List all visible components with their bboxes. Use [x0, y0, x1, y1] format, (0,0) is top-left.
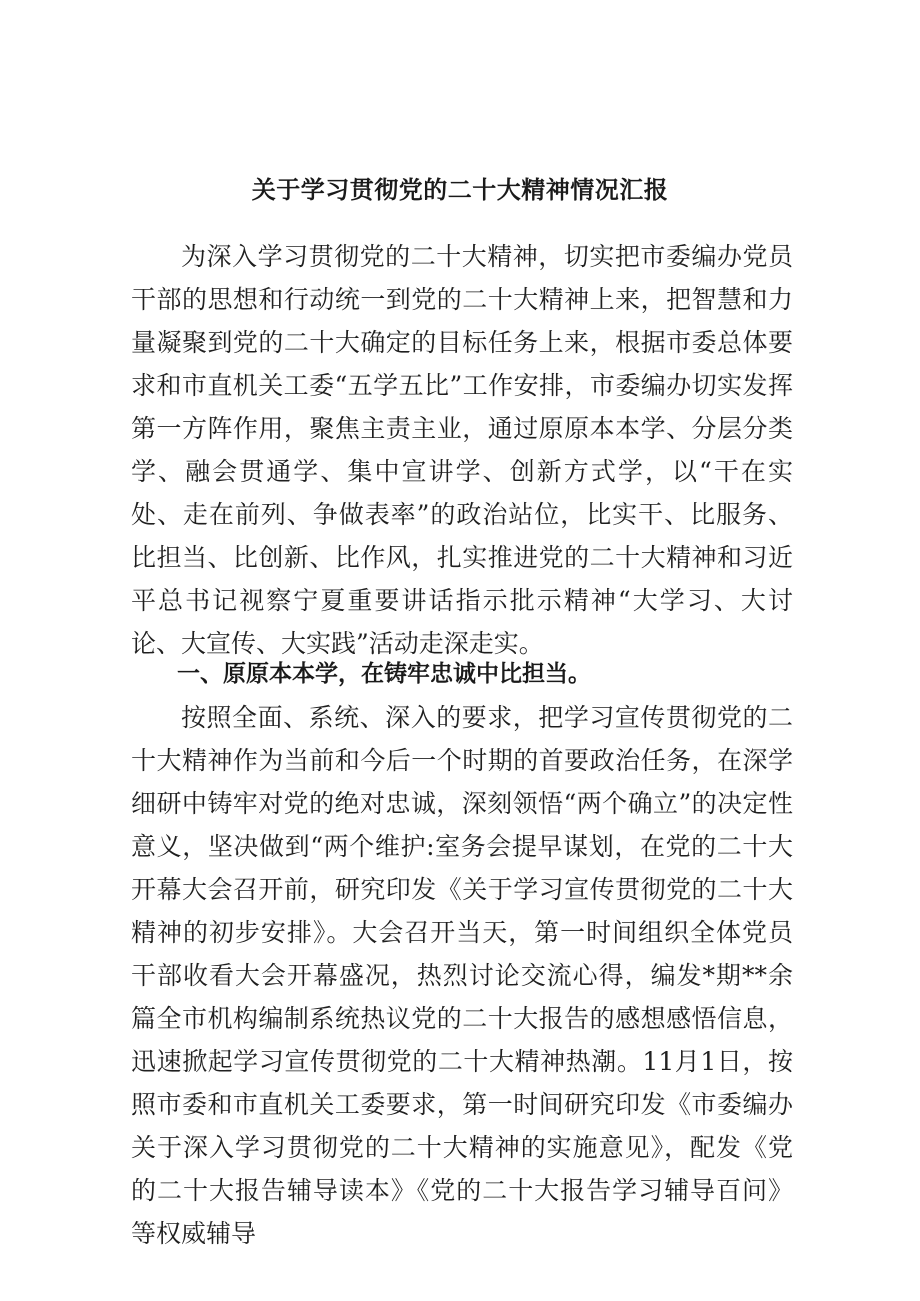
section-1-paragraph: 按照全面、系统、深入的要求，把学习宣传贯彻党的二十大精神作为当前和今后一个时期的首要政治任务，在深学细研中铸牢对党的绝对忠诚，深刻领悟“两个确立”的决定性意义，坚决做到“两个维护:室务会提早谋划，在党的二十大开幕大会召开前，研究印发《关于学习宣传贯彻党的二十大精神的初步安排》。大会召开当天，第一时间组织全体党员干部收看大会开幕盛况，热烈讨论交流心得，编发*期**余篇全市机构编制系统热议党的二十大报告的感想感悟信息，迅速掀起学习宣传贯彻党的二十大精神热潮。11月1日，按照市委和市直机关工委要求，第一时间研究印发《市委编办关于深入学习贯彻党的二十大精神的实施意见》，配发《党的二十大报告辅导读本》《党的二十大报告学习辅导百问》等权威辅导: [131, 703, 793, 1248]
document-title: 关于学习贯彻党的二十大精神情况汇报: [251, 176, 669, 204]
section-1-heading: 一、原原本本学，在铸牢忠诚中比担当。: [177, 661, 591, 687]
intro-paragraph: 为深入学习贯彻党的二十大精神，切实把市委编办党员干部的思想和行动统一到党的二十大精神上来，把智慧和力量凝聚到党的二十大确定的目标任务上来，根据市委总体要求和市直机关工委“五学五比”工作安排，市委编办切实发挥第一方阵作用，聚焦主责主业，通过原原本本学、分层分类学、融会贯通学、集中宣讲学、创新方式学，以“干在实处、走在前列、争做表率”的政治站位，比实干、比服务、比担当、比创新、比作风，扎实推进党的二十大精神和习近平总书记视察宁夏重要讲话指示批示精神“大学习、大讨论、大宣传、大实践”活动走深走实。: [131, 242, 793, 658]
